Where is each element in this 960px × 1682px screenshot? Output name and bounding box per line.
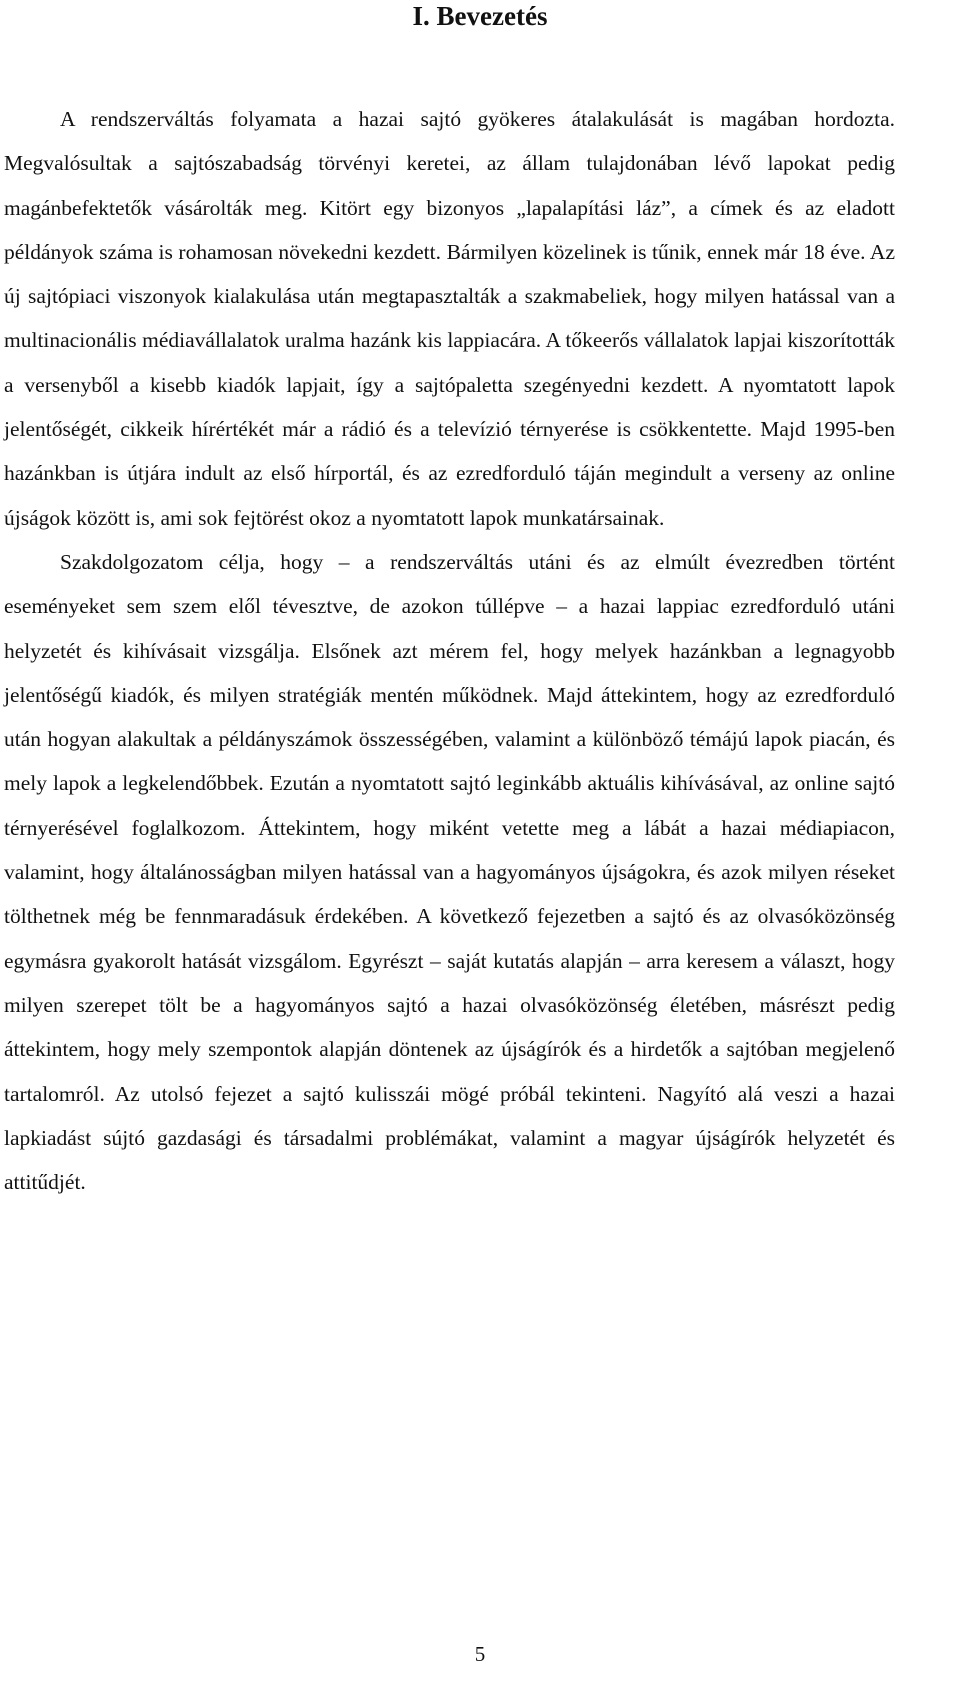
paragraph-2: Szakdolgozatom célja, hogy – a rendszerváltás utáni és az elmúlt évezredben történt eseményeket sem szem elől tévesztve, de azokon túllépve – a hazai lappiac ezredforduló utáni helyzetét és kihívásait vizsgálja. Elsőnek azt mérem fel, hogy melyek hazánkban a legnagyobb jelentőségű kiadók, és milyen stratégiák mentén működnek. Majd áttekintem, hogy az ezredforduló után hogyan alakultak a példányszámok összességében, valamint a különböző témájú lapok piacán, és mely lapok a legkelendőbbek. Ezután a nyomtatott sajtó leginkább aktuális kihívásával, az online sajtó térnyerésével foglalkozom. Áttekintem, hogy miként vetette meg a lábát a hazai médiapiacon, valamint, hogy általánosságban milyen hatással van a hagyományos újságokra, és azok milyen réseket tölthetnek még be fennmaradásuk érdekében. A következő fejezetben a sajtó és az olvasóközönség egymásra gyakorolt hatását vizsgálom. Egyrészt – saját kutatás alapján – arra keresem a választ, hogy milyen szerepet tölt be a hagyományos sajtó a hazai olvasóközönség életében, másrészt pedig áttekintem, hogy mely szempontok alapján döntenek az újságírók és a hirdetők a sajtóban megjelenő tartalomról. Az utolsó fejezet a sajtó kulisszái mögé próbál tekinteni. Nagyító alá veszi a hazai lapkiadást sújtó gazdasági és társadalmi problémákat, valamint a magyar újságírók helyzetét és attitűdjét.	[4, 549, 895, 1195]
body-text	[4, 97, 895, 1204]
page-number: 5	[474, 1642, 486, 1666]
chapter-heading: I. Bevezetés	[412, 1, 548, 31]
paragraph-1: A rendszerváltás folyamata a hazai sajtó gyökeres átalakulását is magában hordozta. Megvalósultak a sajtószabadság törvényi keretei, az állam tulajdonában lévő lapokat pedig magánbefektetők vásárolták meg. Kitört egy bizonyos „lapalapítási láz”, a címek és az eladott példányok száma is rohamosan növekedni kezdett. Bármilyen közelinek is tűnik, ennek már 18 éve. Az új sajtópiaci viszonyok kialakulása után megtapasztalták a szakmabeliek, hogy milyen hatással van a multinacionális médiavállalatok uralma hazánk kis lappiacára. A tőkeerős vállalatok lapjai kiszorították a versenyből a kisebb kiadók lapjait, így a sajtópaletta szegényedni kezdett. A nyomtatott lapok jelentőségét, cikkeik hírértékét már a rádió és a televízió térnyerése is csökkentette. Majd 1995-ben hazánkban is útjára indult az első hírportál, és az ezredforduló táján megindult a verseny az online újságok között is, ami sok fejtörést okoz a nyomtatott lapok munkatársainak.	[4, 107, 895, 530]
